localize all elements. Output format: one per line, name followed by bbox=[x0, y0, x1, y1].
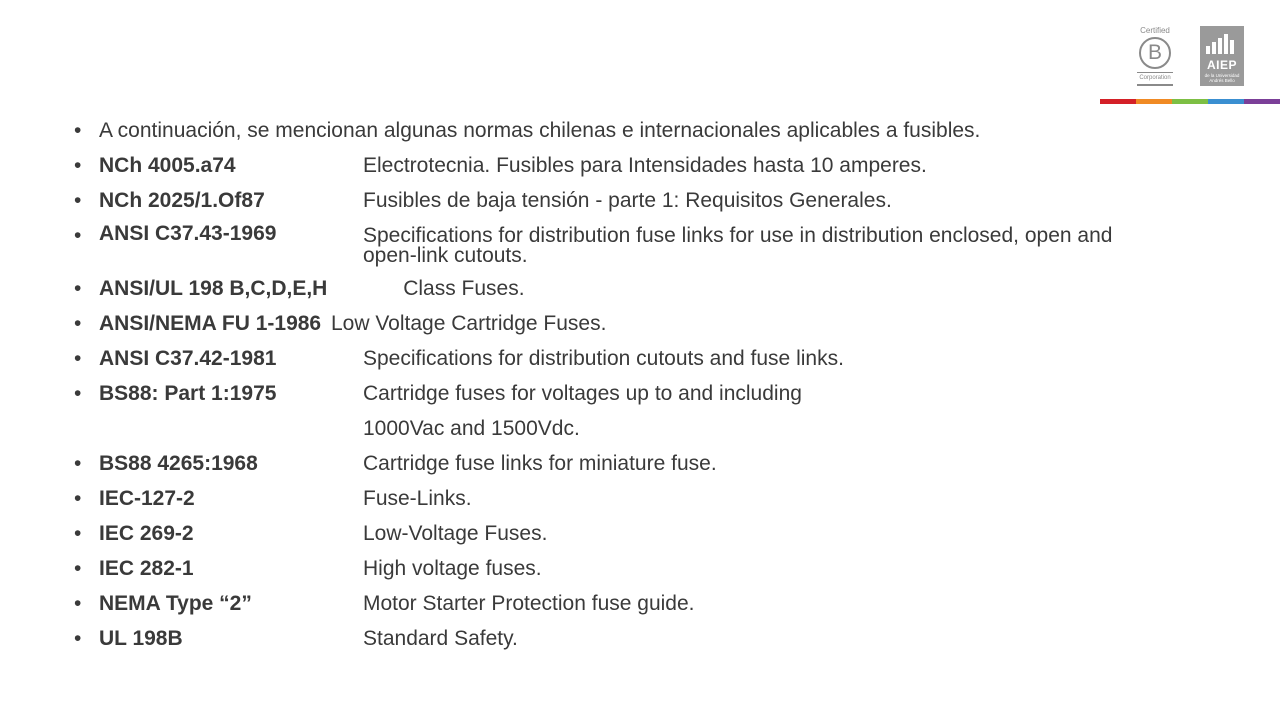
aiep-logo bbox=[1200, 26, 1244, 86]
list-item bbox=[74, 347, 1214, 371]
bcorp-certified-text: Certified bbox=[1140, 26, 1170, 35]
standard-description: Standard Safety. bbox=[363, 627, 518, 650]
standard-code: IEC 282-1 bbox=[99, 557, 194, 580]
standard-code: NCh 2025/1.Of87 bbox=[99, 189, 265, 212]
bullet-icon: • bbox=[74, 557, 82, 580]
standard-code: BS88 4265:1968 bbox=[99, 452, 258, 475]
standard-code: BS88: Part 1:1975 bbox=[99, 382, 277, 405]
bullet-icon: • bbox=[74, 627, 82, 650]
standard-description: Low Voltage Cartridge Fuses. bbox=[330, 312, 607, 335]
standard-code: IEC-127-2 bbox=[99, 487, 195, 510]
list-item bbox=[74, 522, 1214, 546]
bcorp-letter: B bbox=[1147, 41, 1162, 64]
standard-description: Specifications for distribution cutouts and fuse links. bbox=[363, 347, 844, 370]
list-item bbox=[74, 557, 1214, 581]
standard-code: ANSI/UL 198 B,C,D,E,H bbox=[99, 277, 328, 300]
color-segment bbox=[1136, 99, 1172, 104]
standard-code: UL 198B bbox=[99, 627, 183, 650]
standards-list bbox=[74, 119, 1214, 662]
bullet-icon: • bbox=[74, 189, 82, 212]
aiep-building-icon bbox=[1206, 34, 1238, 54]
bullet-icon: • bbox=[74, 522, 82, 545]
bcorp-circle-icon bbox=[1139, 37, 1171, 69]
bullet-icon: • bbox=[74, 487, 82, 510]
standard-description: Cartridge fuses for voltages up to and including bbox=[363, 382, 802, 405]
bullet-icon: • bbox=[74, 347, 82, 370]
standard-description: Fuse-Links. bbox=[363, 487, 472, 510]
standard-code: ANSI C37.42-1981 bbox=[99, 347, 277, 370]
standard-description: Specifications for distribution fuse links for use in distribution enclosed, open and open-link cutouts. bbox=[363, 224, 1113, 267]
standard-code: NCh 4005.a74 bbox=[99, 154, 236, 177]
list-item bbox=[74, 222, 1214, 267]
color-segment bbox=[1100, 99, 1136, 104]
standard-description: Electrotecnia. Fusibles para Intensidades hasta 10 amperes. bbox=[363, 154, 927, 177]
standard-description: 1000Vac and 1500Vdc. bbox=[363, 417, 580, 440]
bullet-icon: • bbox=[74, 382, 82, 405]
bcorp-corporation-text: Corporation bbox=[1139, 75, 1171, 81]
list-item bbox=[74, 627, 1214, 651]
standard-code: IEC 269-2 bbox=[99, 522, 194, 545]
bullet-icon: • bbox=[74, 154, 82, 177]
standard-description: Class Fuses. bbox=[403, 277, 525, 300]
list-item bbox=[74, 312, 1214, 336]
bcorp-logo bbox=[1134, 26, 1176, 86]
list-item bbox=[74, 189, 1214, 213]
bcorp-underline bbox=[1137, 84, 1173, 86]
standard-description: Fusibles de baja tensión - parte 1: Requisitos Generales. bbox=[363, 189, 892, 212]
aiep-wordmark: AIEP bbox=[1206, 58, 1237, 72]
list-item bbox=[74, 382, 1214, 406]
aiep-subtitle: de la Universidad Andrés Bello bbox=[1204, 73, 1240, 83]
bullet-icon: • bbox=[74, 312, 82, 335]
standard-code: ANSI/NEMA FU 1-1986 bbox=[99, 312, 322, 335]
list-item bbox=[74, 487, 1214, 511]
list-item bbox=[74, 154, 1214, 178]
list-item bbox=[74, 592, 1214, 616]
list-item bbox=[74, 452, 1214, 476]
color-segment bbox=[1244, 99, 1280, 104]
color-segment bbox=[1208, 99, 1244, 104]
standard-description: Cartridge fuse links for miniature fuse. bbox=[363, 452, 717, 475]
bcorp-divider bbox=[1137, 72, 1173, 73]
bullet-icon: • bbox=[74, 224, 82, 247]
brand-color-bar bbox=[1100, 99, 1280, 104]
standard-description: Low-Voltage Fuses. bbox=[363, 522, 548, 545]
standard-code: NEMA Type “2” bbox=[99, 592, 252, 615]
list-item-continuation bbox=[74, 417, 1214, 441]
intro-text: A continuación, se mencionan algunas normas chilenas e internacionales aplicables a fusibles. bbox=[99, 119, 981, 142]
color-segment bbox=[1172, 99, 1208, 104]
bullet-icon: • bbox=[74, 592, 82, 615]
standard-description: High voltage fuses. bbox=[363, 557, 542, 580]
list-item bbox=[74, 277, 1214, 301]
standard-description: Motor Starter Protection fuse guide. bbox=[363, 592, 695, 615]
standard-code: ANSI C37.43-1969 bbox=[99, 222, 277, 245]
bullet-icon: • bbox=[74, 119, 82, 142]
bullet-icon: • bbox=[74, 452, 82, 475]
list-item-intro bbox=[74, 119, 1214, 143]
bullet-icon: • bbox=[74, 277, 82, 300]
